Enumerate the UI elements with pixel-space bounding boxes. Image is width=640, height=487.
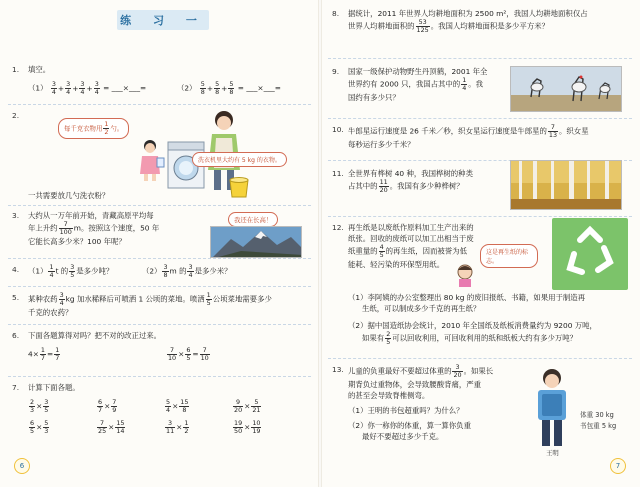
question-text: 的甚至会导致脊椎侧弯。 xyxy=(348,391,430,400)
fraction: $\frac{1}{2}$ xyxy=(184,419,189,435)
subquestion-text: （1）李阿姨的办公室整理出 80 kg 的废旧报纸、书籍，如果用于制造再 xyxy=(348,293,586,302)
fraction: $\frac{10}{19}$ xyxy=(252,419,261,435)
fraction: $\frac{6}{7}$ xyxy=(98,398,103,414)
question-4: 4. （1） $\frac{1}{4}$ t 的 $\frac{3}{5}$ 是多少吨？ （2） $\frac{3}{8}$ m 的 $\frac{3}{4}$ 是多少米？ xyxy=(12,263,232,279)
q1b-expression: $\frac{5}{8}$ + $\frac{5}{8}$ + $\frac{5}{8}$ xyxy=(200,80,234,96)
child-illustration xyxy=(452,262,478,288)
page-number: 6 xyxy=(14,458,30,474)
fraction: $\frac{7}{9}$ xyxy=(112,398,117,414)
question-text: 全世界有桦树 40 种，我国桦树的种类 xyxy=(348,169,473,178)
fraction: $\frac{6}{5}$ xyxy=(30,419,35,435)
fraction: $\frac{15}{14}$ xyxy=(116,419,125,435)
question-number: 13. xyxy=(332,365,344,374)
question-5 xyxy=(12,292,309,320)
fraction: $\frac{5}{8}$ xyxy=(200,80,205,96)
divider xyxy=(328,118,632,119)
fraction: $\frac{3}{5}$ xyxy=(70,263,75,279)
question-text: 某种农药 $\frac{3}{4}$ kg 加水稀释后可喷洒 1 公顷的菜地。喷洒 $\frac{1}{5}$ 公顷菜地需要多少 xyxy=(28,291,272,307)
fraction: $\frac{5}{8}$ xyxy=(215,80,220,96)
question-number: 12. xyxy=(332,223,344,232)
q1a-prefix: （1） xyxy=(28,83,48,93)
fraction: $\frac{3}{4}$ xyxy=(188,263,193,279)
birch-forest-photo xyxy=(510,160,622,210)
fraction: $\frac{3}{4}$ xyxy=(94,80,99,96)
question-number: 10. xyxy=(332,125,344,134)
q1b-tail: = ___×___= xyxy=(237,83,281,93)
mountain-photo xyxy=(210,226,302,258)
question-label: 下面各题算得对吗？把不对的改正过来。 xyxy=(28,331,162,340)
question-number: 2. xyxy=(12,111,20,120)
question-number: 9. xyxy=(332,67,340,76)
question-10 xyxy=(332,124,630,154)
recycle-speech-bubble: 这是再生纸的标志。 xyxy=(480,244,538,268)
calc-item: $\frac{6}{7}$ × $\frac{7}{9}$ xyxy=(98,398,117,414)
question-text: 能耗、轻污染的环保型用纸。 xyxy=(348,260,445,269)
subquestion-text: （1）王明的书包超重吗？为什么？ xyxy=(348,406,464,415)
calc-item: $\frac{9}{20}$ × $\frac{5}{21}$ xyxy=(234,398,261,414)
question-number: 6. xyxy=(12,331,20,340)
calc-item: $\frac{5}{4}$ × $\frac{15}{8}$ xyxy=(166,398,189,414)
girl-speech-bubble xyxy=(58,118,129,139)
calc-item: $\frac{6}{5}$ × $\frac{5}{3}$ xyxy=(30,419,49,435)
calc-item: $\frac{2}{3}$ × $\frac{3}{5}$ xyxy=(30,398,49,414)
fraction: $\frac{1}{5}$ xyxy=(206,291,211,307)
question-text: 牛郎星运行速度是 26 千米／秒，织女星运行速度是牛郎星的 $\frac{7}{13}$ 。织女星 xyxy=(348,123,589,139)
calc-item: $\frac{3}{11}$ × $\frac{1}{2}$ xyxy=(166,419,189,435)
calc-item: $\frac{19}{50}$ × $\frac{10}{19}$ xyxy=(234,419,261,435)
fraction: $\frac{5}{4}$ xyxy=(166,398,171,414)
fraction: $\frac{3}{8}$ xyxy=(163,263,168,279)
fraction: $\frac{2}{5}$ xyxy=(386,330,391,346)
boy-with-backpack-illustration xyxy=(530,366,574,452)
fraction: $\frac{9}{20}$ xyxy=(234,398,243,414)
subquestion-text: 生纸，可以制成多少千克的再生纸？ xyxy=(362,304,481,313)
question-label: 计算下面各题。 xyxy=(28,383,80,392)
fraction: $\frac{7}{10}$ xyxy=(200,346,209,362)
question-text: 纸重量的 $\frac{4}{5}$ 的再生纸，因而被誉为低 xyxy=(348,243,467,259)
calc-row xyxy=(28,399,309,414)
q1a-tail: = ___×___= xyxy=(103,83,147,93)
fraction: $\frac{4}{5}$ xyxy=(379,243,384,259)
boy-info xyxy=(580,410,616,432)
fraction: $\frac{1}{7}$ xyxy=(40,346,45,362)
question-number: 5. xyxy=(12,293,20,302)
fraction: $\frac{3}{4}$ xyxy=(51,80,56,96)
fraction: $\frac{1}{7}$ xyxy=(55,346,60,362)
question-number: 8. xyxy=(332,9,340,18)
question-text: 世界人均耕地面积的 $\frac{53}{125}$ 。我国人均耕地面积是多少平方米？ xyxy=(348,18,549,34)
fraction: $\frac{7}{10}$ xyxy=(167,346,177,362)
page-number: 7 xyxy=(610,458,626,474)
fraction: $\frac{19}{50}$ xyxy=(234,419,243,435)
question-text: 它能长高多少米？100 年呢？ xyxy=(28,237,126,246)
fraction: $\frac{1}{2}$ xyxy=(104,120,109,136)
body-weight-label: 体重 30 kg xyxy=(580,411,614,419)
book-spine xyxy=(318,0,322,487)
fraction: $\frac{7}{100}$ xyxy=(59,220,72,236)
fraction: $\frac{3}{4}$ xyxy=(66,80,71,96)
divider xyxy=(8,205,311,206)
fraction: $\frac{6}{5}$ xyxy=(186,346,191,362)
fraction: $\frac{1}{4}$ xyxy=(462,76,467,92)
q1b-prefix: （2） xyxy=(176,83,197,93)
divider xyxy=(8,286,311,287)
fraction: $\frac{15}{8}$ xyxy=(180,398,189,414)
question-text: 世界约有 2000 只，我国占其中的 $\frac{1}{4}$ 。我 xyxy=(348,76,484,92)
bag-weight-label: 书包重 5 kg xyxy=(580,422,617,430)
question-text: 占其中的 $\frac{11}{20}$ 。我国有多少种桦树？ xyxy=(348,178,464,194)
fraction: $\frac{3}{11}$ xyxy=(166,419,175,435)
question-number: 11. xyxy=(332,169,344,178)
question-text: 期背负过重物体，会导致腰酸背痛，严重 xyxy=(348,380,482,389)
divider xyxy=(328,358,632,359)
fraction: $\frac{3}{4}$ xyxy=(80,80,85,96)
question-text: 大约从一万年前开始，青藏高原平均每 xyxy=(28,211,154,220)
divider xyxy=(328,216,632,217)
question-text: 千克的农药？ xyxy=(28,308,73,317)
question-6 xyxy=(12,330,309,372)
subquestion-text: 最好不要超过多少千克。 xyxy=(362,432,444,441)
fraction: $\frac{53}{125}$ xyxy=(416,18,429,34)
calc-row xyxy=(28,420,309,435)
subquestion-text: （2）你一称你的体重，算一算你负重 xyxy=(348,421,471,430)
question-text: 儿童的负重最好不要超过体重的 $\frac{3}{20}$ 。如果长 xyxy=(348,363,494,379)
question-number: 3. xyxy=(12,211,20,220)
q1a-expression: $\frac{3}{4}$ + $\frac{3}{4}$ + $\frac{3}{4}$ + $\frac{3}{4}$ xyxy=(51,80,99,96)
fraction: $\frac{5}{3}$ xyxy=(44,419,49,435)
question-text: 国家一级保护动物野生丹顶鹤，2001 年全 xyxy=(348,67,488,76)
right-page xyxy=(320,0,640,487)
girl-illustration xyxy=(130,138,170,182)
fraction: $\frac{2}{3}$ xyxy=(30,398,35,414)
woman-speech-bubble: 洗衣机里大约有 5 kg 的衣物。 xyxy=(192,152,287,167)
question-7 xyxy=(12,382,309,452)
calc-item: $\frac{7}{25}$ × $\frac{15}{14}$ xyxy=(98,419,125,435)
calc-grid xyxy=(28,399,309,435)
question-text: 据统计，2011 年世界人均耕地面积为 2500 m²，我国人均耕地面积仅占 xyxy=(348,9,588,18)
recycle-symbol xyxy=(552,218,628,290)
question-number: 1. xyxy=(12,65,20,74)
question-text: 国约有多少只？ xyxy=(348,93,400,102)
fraction: $\frac{3}{4}$ xyxy=(59,291,64,307)
question-13 xyxy=(332,364,630,454)
fraction: $\frac{3}{20}$ xyxy=(453,363,462,379)
subquestion-text: （2）据中国造纸协会统计，2010 年全国纸及纸板消费量约为 9200 万吨， xyxy=(348,321,597,330)
divider xyxy=(8,324,311,325)
question-number: 4. xyxy=(12,265,20,274)
question-text: 再生纸是以废纸作原料加工生产出来的 xyxy=(348,223,474,232)
fraction: $\frac{11}{20}$ xyxy=(379,178,388,194)
question-label: 填空。 xyxy=(28,65,51,74)
crane-photo xyxy=(510,66,622,112)
question-text: 年上升约 $\frac{7}{100}$ m。按照这个速度，50 年 xyxy=(28,220,160,236)
question-8 xyxy=(332,8,630,50)
question-text: 每秒运行多少千米？ xyxy=(348,140,415,149)
boy-name-label: 王明 xyxy=(546,449,559,457)
question-text: 纸张。回收的废纸可以加工出相当于废 xyxy=(348,234,474,243)
subquestion-text: 如果有 $\frac{2}{5}$ 可以回收利用，可回收利用的纸和纸板大约有多少万吨？ xyxy=(362,330,578,346)
divider xyxy=(8,258,311,259)
question-text: 一共需要放几勺洗衣粉？ xyxy=(28,191,110,200)
q6-expressions: 4× $\frac{1}{7}$ = $\frac{1}{7}$ $\frac{7}{10}$ × $\frac{6}{5}$ = $\frac{7}{10}$ xyxy=(28,346,209,362)
question-1 xyxy=(12,64,309,104)
fraction: $\frac{1}{4}$ xyxy=(49,263,54,279)
divider xyxy=(8,376,311,377)
q1-expressions xyxy=(28,81,309,96)
bubble-text: 每千克衣物用 xyxy=(64,124,103,133)
fraction: $\frac{5}{21}$ xyxy=(252,398,261,414)
question-number: 7. xyxy=(12,383,20,392)
fraction: $\frac{5}{8}$ xyxy=(229,80,234,96)
divider xyxy=(328,58,632,59)
plateau-speech-bubble: 我还在长高！ xyxy=(228,212,278,227)
fraction: $\frac{7}{13}$ xyxy=(548,123,558,139)
bubble-text: 勺。 xyxy=(110,124,124,133)
fraction: $\frac{7}{25}$ xyxy=(98,419,107,435)
divider xyxy=(8,104,311,105)
question-12-subquestions xyxy=(332,292,630,354)
fraction: $\frac{3}{5}$ xyxy=(44,398,49,414)
page-title: 练 习 一 xyxy=(120,14,206,27)
